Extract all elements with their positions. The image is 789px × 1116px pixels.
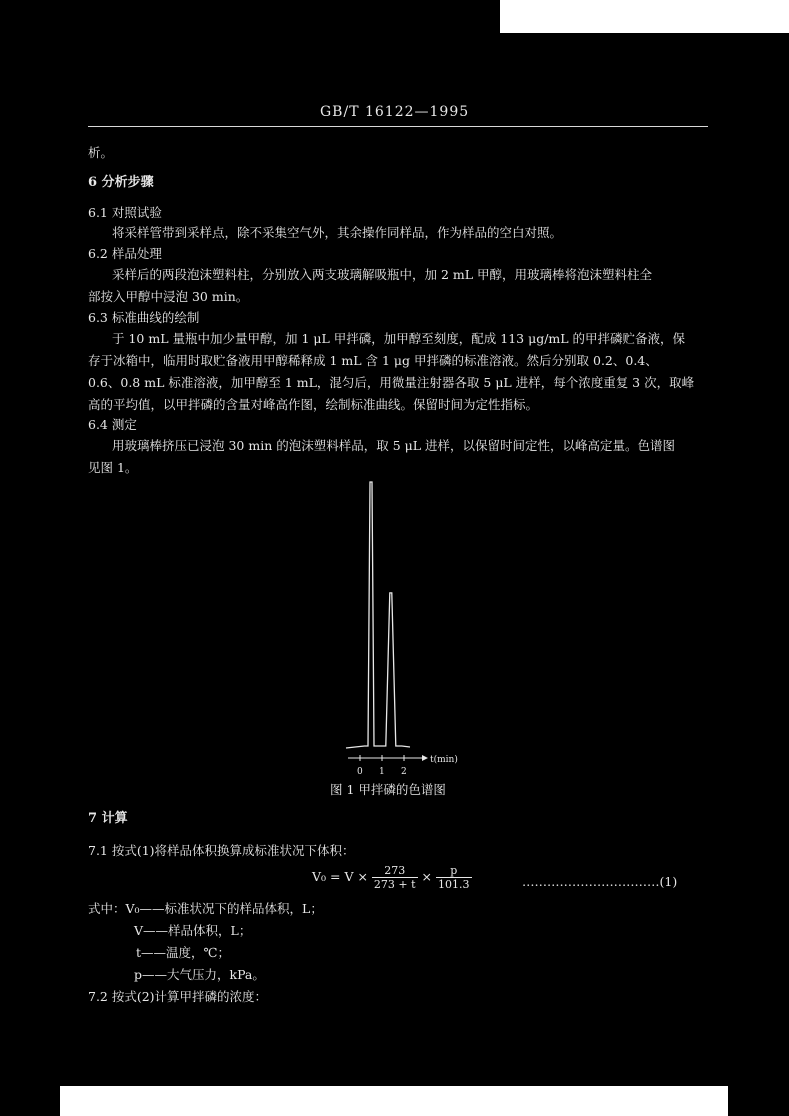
continued-text: 析。: [88, 145, 114, 160]
formula-1-denominator-1: 273 + t: [373, 878, 416, 891]
figure-caption: 图 1 甲拌磷的色谱图: [330, 782, 446, 797]
section-7-1-title: 7.1 按式(1)将样品体积换算成标准状况下体积：: [88, 843, 355, 858]
standard-code-header: GB/T 16122—1995: [320, 104, 470, 120]
header-rule: [88, 126, 708, 127]
where-line-2: V——样品体积，L；: [134, 923, 252, 938]
where-line-4: p——大气压力，kPa。: [134, 967, 265, 982]
formula-1-numerator-2: p: [436, 864, 472, 878]
section-6-1-text: 将采样管带到采样点，除不采集空气外，其余操作同样品，作为样品的空白对照。: [112, 225, 563, 240]
chromatogram-figure: [330, 478, 460, 780]
x-tick-label-1: 1: [379, 767, 385, 777]
section-6-2-title: 6.2 样品处理: [88, 246, 162, 261]
section-6-3-title: 6.3 标准曲线的绘制: [88, 310, 200, 325]
section-6-4-text-2: 见图 1。: [88, 460, 138, 475]
scan-edge-top: [500, 0, 789, 33]
section-6-1-title: 6.1 对照试验: [88, 205, 162, 220]
section-6-3-text-4: 高的平均值，以甲拌磷的含量对峰高作图，绘制标准曲线。保留时间为定性指标。: [88, 397, 539, 412]
where-line-3: t——温度，℃；: [136, 945, 231, 960]
formula-1-fraction-pressure: [436, 864, 472, 891]
section-6-3-text-2: 存于冰箱中，临用时取贮备液用甲醇稀释成 1 mL 含 1 μg 甲拌磷的标准溶液。然后分别取 0.2、0.4、: [88, 353, 658, 368]
where-line-1: 式中：V₀——标准状况下的样品体积，L；: [88, 901, 323, 916]
section-6-3-text-3: 0.6、0.8 mL 标准溶液，加甲醇至 1 mL，混匀后，用微量注射器各取 5 μL 进样，每个浓度重复 3 次，取峰: [88, 375, 695, 390]
section-7-2-title: 7.2 按式(2)计算甲拌磷的浓度：: [88, 989, 268, 1004]
x-tick-label-2: 2: [401, 767, 407, 777]
formula-1-numerator-1: 273: [372, 864, 418, 878]
formula-1: [312, 864, 472, 891]
section-6-4-text-1: 用玻璃棒挤压已浸泡 30 min 的泡沫塑料样品，取 5 μL 进样，以保留时间定性，以峰高定量。色谱图: [112, 438, 676, 453]
formula-1-fraction-temp: [372, 864, 418, 891]
formula-1-number: ……………………………(1): [522, 874, 678, 889]
section-6-3-text-1: 于 10 mL 量瓶中加少量甲醇，加 1 μL 甲拌磷，加甲醇至刻度，配成 113 μg/mL 的甲拌磷贮备液，保: [112, 331, 686, 346]
formula-1-lhs: V₀ = V ×: [312, 869, 368, 884]
scan-edge-bottom: [60, 1086, 728, 1116]
axis-label: t(min): [430, 755, 458, 765]
time-axis-arrow: [422, 755, 428, 761]
section-6-2-text-1: 采样后的两段泡沫塑料柱，分别放入两支玻璃解吸瓶中，加 2 mL 甲醇，用玻璃棒将泡沫塑料柱全: [112, 267, 653, 282]
formula-1-denominator-2: 101.3: [438, 878, 470, 891]
section-7-heading: 7 计算: [88, 811, 128, 826]
chromatogram-trace: [346, 482, 410, 748]
section-6-4-title: 6.4 测定: [88, 417, 137, 432]
section-6-2-text-2: 部按入甲醇中浸泡 30 min。: [88, 289, 249, 304]
section-6-heading: 6 分析步骤: [88, 175, 154, 190]
formula-1-multiply: ×: [421, 869, 433, 884]
x-tick-label-0: 0: [357, 767, 363, 777]
